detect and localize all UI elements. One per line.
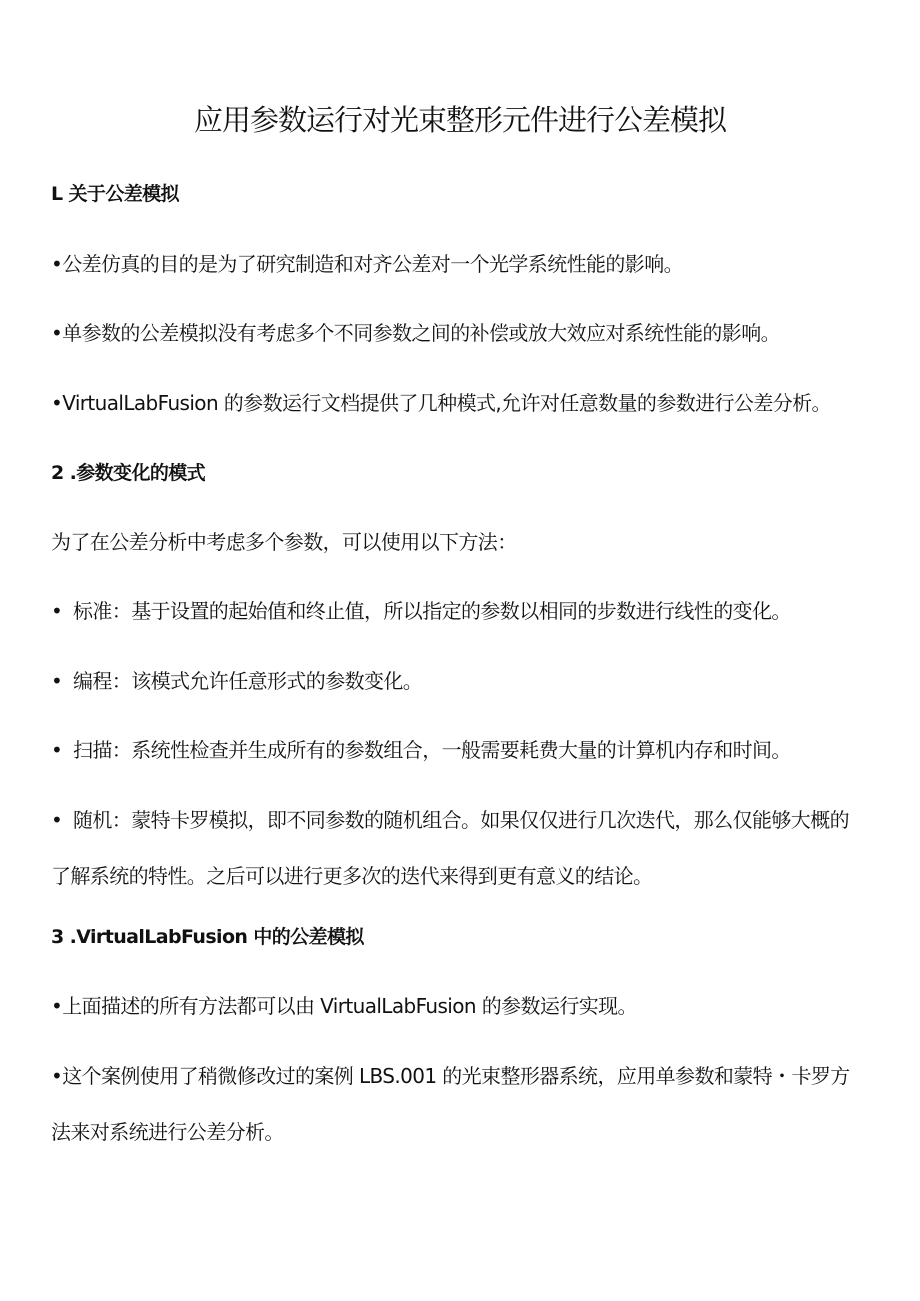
list-item-scan bbox=[51, 736, 791, 764]
list-item-text: 扫描：系统性检查并生成所有的参数组合，一般需要耗费大量的计算机内存和时间。 bbox=[73, 738, 791, 762]
list-item-programmable bbox=[51, 667, 422, 695]
section-2-intro: 为了在公差分析中考虑多个参数，可以使用以下方法： bbox=[51, 530, 517, 554]
section-1-paragraph-3: •VirtualLabFusion 的参数运行文档提供了几种模式,允许对任意数量的参数进行公差分析。 bbox=[51, 391, 831, 415]
list-item-text: 随机：蒙特卡罗模拟，即不同参数的随机组合。如果仅仅进行几次迭代，那么仅能够大概的了解系统的特性。之后可以进行更多次的迭代来得到更有意义的结论。 bbox=[51, 808, 849, 888]
list-item-standard bbox=[51, 597, 791, 625]
section-3-paragraph-1: •上面描述的所有方法都可以由 VirtualLabFusion 的参数运行实现。 bbox=[51, 994, 637, 1018]
bullet-mark: • bbox=[51, 808, 63, 832]
section-2-heading: 2 .参数变化的模式 bbox=[51, 462, 206, 484]
bullet-mark: • bbox=[51, 738, 63, 762]
section-1-heading: L 关于公差模拟 bbox=[51, 183, 179, 205]
section-1-paragraph-1: •公差仿真的目的是为了研究制造和对齐公差对一个光学系统性能的影响。 bbox=[51, 252, 683, 276]
list-item-text: 标准：基于设置的起始值和终止值，所以指定的参数以相同的步数进行线性的变化。 bbox=[73, 599, 791, 623]
section-1-paragraph-2: •单参数的公差模拟没有考虑多个不同参数之间的补偿或放大效应对系统性能的影响。 bbox=[51, 321, 780, 345]
document-title: 应用参数运行对光束整形元件进行公差模拟 bbox=[193, 103, 726, 137]
section-3-heading: 3 .VirtualLabFusion 中的公差模拟 bbox=[51, 926, 364, 948]
list-item-random bbox=[51, 792, 867, 904]
section-3-paragraph-2: •这个案例使用了稍微修改过的案例 LBS.001 的光束整形器系统，应用单参数和蒙特・卡罗方法来对系统进行公差分析。 bbox=[51, 1064, 850, 1144]
list-item-text: 编程：该模式允许任意形式的参数变化。 bbox=[73, 669, 423, 693]
bullet-mark: • bbox=[51, 599, 63, 623]
bullet-mark: • bbox=[51, 669, 63, 693]
